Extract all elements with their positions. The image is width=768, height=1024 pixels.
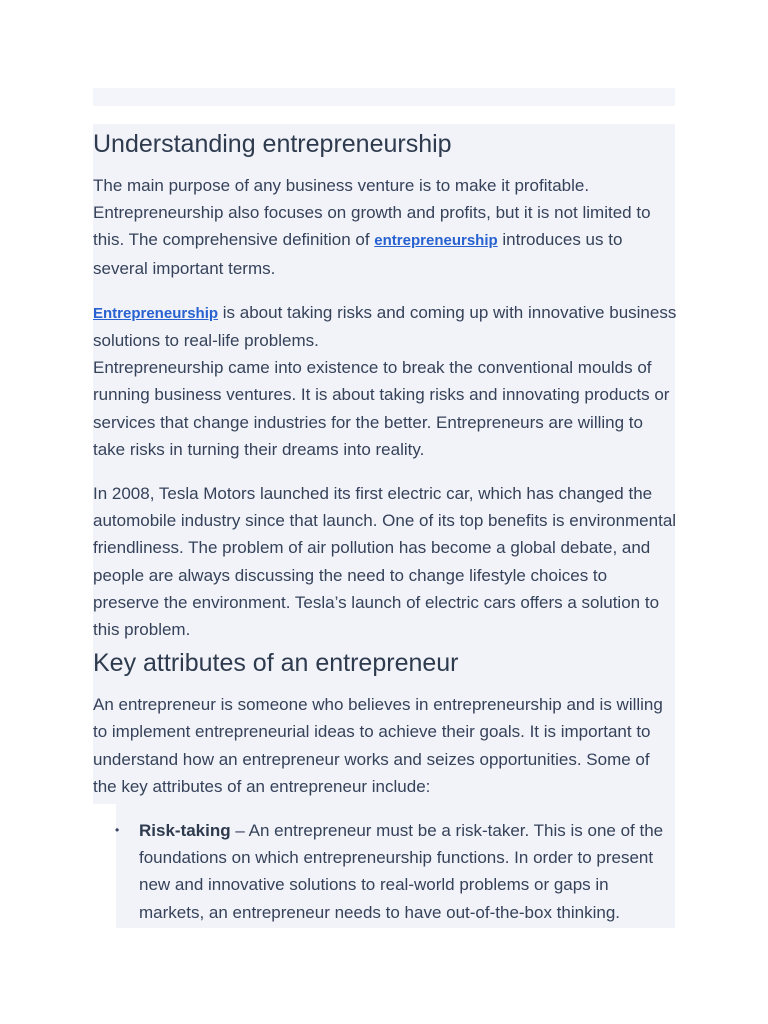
- paragraph-tesla: In 2008, Tesla Motors launched its first electric car, which has changed the automobile industry since that launch. One of its top benefits is environmental friendliness. The problem of air pollution has become a global debate, and people are always discussing the need to change lifestyle choices to preserve the environment. Tesla’s launch of electric cars offers a solution to this problem.: [93, 484, 677, 640]
- section-heading-attributes: Key attributes of an entrepreneur: [93, 649, 459, 678]
- entrepreneurship-link[interactable]: entrepreneurship: [374, 232, 498, 250]
- paragraph-purpose-text: The main purpose of any business venture is to make it profitable. Entrepreneurship also focuses on growth and profits, but it is not limited to this. The comprehensive definition of: [93, 176, 651, 250]
- list-item: [115, 817, 677, 926]
- list-item-term: Risk-taking: [139, 821, 231, 841]
- paragraph-definition: [93, 299, 677, 354]
- top-banner-strip: [93, 88, 675, 106]
- article-body: [93, 124, 677, 926]
- entrepreneurship-link-2[interactable]: Entrepreneurship: [93, 304, 219, 322]
- paragraph-purpose: [93, 172, 677, 282]
- paragraph-definition-text: is about taking risks and coming up with innovative business solutions to real-life problems.: [93, 302, 677, 351]
- list-item-text: – An entrepreneur must be a risk-taker. This is one of the foundations on which entrepreneurship functions. In order to present new and innovative solutions to real-world problems or gaps in markets, an entrepreneur needs to have out-of-the-box thinking.: [139, 821, 664, 922]
- paragraph-attributes-intro: An entrepreneur is someone who believes in entrepreneurship and is willing to implement entrepreneurial ideas to achieve their goals. It is important to understand how an entrepreneur works and seizes opportunities. Some of the key attributes of an entrepreneur include:: [93, 695, 663, 796]
- attributes-list: [93, 817, 677, 926]
- paragraph-history: Entrepreneurship came into existence to break the conventional moulds of running business ventures. It is about taking risks and innovating products or services that change industries for the better. Entrepreneurs are willing to take risks in turning their dreams into reality.: [93, 358, 670, 459]
- section-heading-understanding: Understanding entrepreneurship: [93, 130, 452, 158]
- bullet-icon: •: [115, 823, 120, 838]
- paragraph-purpose-tail: introduces us to several important terms.: [93, 230, 623, 278]
